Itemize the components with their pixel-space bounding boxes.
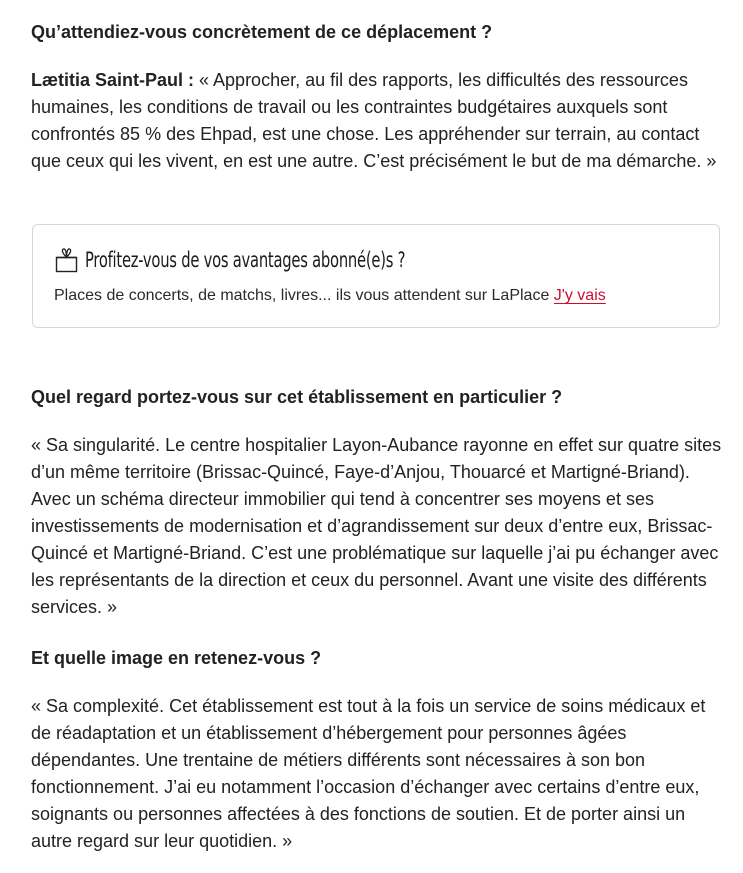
gift-icon [55,247,79,273]
promo-title: Profitez-vous de vos avantages abonné(e)s ? [85,248,406,272]
interview-answer: « Sa singularité. Le centre hospitalier Layon-Aubance rayonne en effet sur quatre sites d’un même territoire (Brissac-Quincé, Faye-d’Anjou, Thouarcé et Martigné-Briand). Avec un schéma directeur immobilier qui tend à concentrer ses moyens et ses investissements de modernisation et d’agrandissement sur deux d’entre eux, Brissac-Quincé et Martigné-Briand. C’est une problématique sur laquelle j’ai pu échanger avec les représentants de la direction et ceux du personnel. Avant une visite des différents services. » [31,435,722,617]
interview-question: Qu’attendiez-vous concrètement de ce déplacement ? [31,22,493,42]
promo-description [54,286,606,306]
interview-question: Et quelle image en retenez-vous ? [31,648,322,668]
interview-answer: « Sa complexité. Cet établissement est tout à la fois un service de soins médicaux et de réadaptation et un établissement d’hébergement pour personnes âgées dépendantes. Une trentaine de métiers différents sont nécessaires à son bon fonctionnement. J’ai eu notamment l’occasion d’échanger avec certains d’entre eux, soignants ou personnes affectées à des fonctions de soutien. Et de porter ainsi un autre regard sur leur quotidien. » [31,696,706,851]
promo-text: Places de concerts, de matchs, livres... ils vous attendent sur LaPlace [54,287,554,304]
promo-header [55,247,496,273]
answer-text: « Approcher, au fil des rapports, les difficultés des ressources humaines, les conditions de travail ou les contraintes budgétaires auxquels sont confrontés 85 % des Ehpad, est une chose. Les appréhender sur terrain, au contact que ceux qui les vivent, en est une autre. C’est précisément le but de ma démarche. » [31,70,717,171]
jy-vais-link[interactable]: J'y vais [553,287,606,304]
subscriber-benefits-box [32,224,720,328]
interview-answer [31,67,725,175]
speaker-name: Lætitia Saint-Paul : [31,70,195,90]
interview-question: Quel regard portez-vous sur cet établissement en particulier ? [31,387,563,407]
